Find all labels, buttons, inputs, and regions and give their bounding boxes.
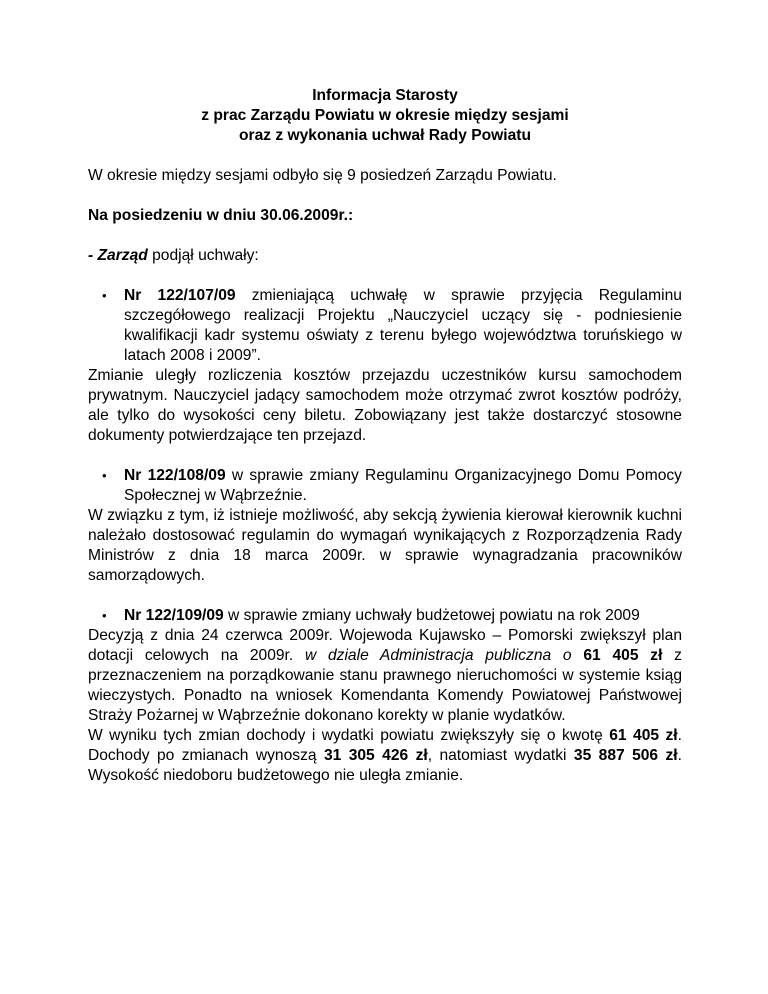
resolution-text-2: w sprawie zmiany Regulaminu Organizacyjnego Domu Pomocy Społecznej w Wąbrzeźnie. (124, 467, 682, 504)
bullet-icon: • (102, 288, 107, 303)
resolution-item-2 (88, 466, 682, 506)
title-line-1: Informacja Starosty (312, 87, 458, 104)
resolution-item-1 (88, 286, 682, 366)
resolution-desc-3a (88, 626, 682, 726)
bullet-icon: • (102, 468, 107, 483)
desc3-part3: W wyniku tych zmian dochody i wydatki powiatu zwiększyły się o kwotę (88, 727, 610, 744)
resolution-text-1: zmieniającą uchwałę w sprawie przyjęcia Regulaminu szczegółowego realizacji Projektu „Nauczyciel uczący się - podniesienie kwalifikacji kadr systemu oświaty z terenu byłego województwa toruńskiego w latach 2008 i 2009”. (124, 287, 682, 364)
amount-3: 31 305 426 zł (323, 747, 428, 764)
resolution-desc-1: Zmianie uległy rozliczenia kosztów przejazdu uczestników kursu samochodem prywatnym. Nauczyciel jadący samochodem może otrzymać zwrot kosztów podróży, ale tylko do wysokości ceny biletu. Zobowiązany jest także dostarczyć stosowne dokumenty potwierdzające ten przejazd. (88, 367, 682, 444)
intro-paragraph: W okresie między sesjami odbyło się 9 posiedzeń Zarządu Powiatu. (88, 167, 557, 184)
desc3-part5: , natomiast wydatki (427, 747, 574, 764)
bullet-icon: • (102, 608, 107, 623)
resolution-text-3: w sprawie zmiany uchwały budżetowej powiatu na rok 2009 (223, 607, 640, 624)
document-page (88, 86, 682, 786)
desc3-part1: Decyzją z dnia 24 czerwca 2009r. Wojewoda Kujawsko – Pomorski zwiększył plan dotacji celowych na 2009r. (88, 627, 682, 664)
amount-2: 61 405 zł (609, 727, 678, 744)
resolution-item-3 (88, 606, 682, 626)
desc3-part4: . Dochody po zmianach wynoszą (88, 727, 682, 764)
resolution-desc-3b (88, 726, 682, 786)
meeting-heading-text: Na posiedzeniu w dniu 30.06.2009r.: (88, 207, 354, 224)
desc3-part6: . Wysokość niedoboru budżetowego nie uległa zmianie. (88, 747, 682, 784)
zarzad-label: Zarząd (97, 247, 148, 264)
resolution-desc-2: W związku z tym, iż istnieje możliwość, aby sekcją żywienia kierował kierownik kuchni należało dostosować regulamin do wymagań wynikających z Rozporządzenia Rady Ministrów z dnia 18 marca 2009r. w sprawie wynagradzania pracowników samorządowych. (88, 507, 682, 584)
resolution-number-1: Nr 122/107/09 (124, 287, 236, 304)
amount-4: 35 887 506 zł (573, 747, 678, 764)
zarzad-line (88, 246, 682, 266)
title-line-2: z prac Zarządu Powiatu w okresie między sesjami (201, 107, 569, 124)
resolution-number-2: Nr 122/108/09 (124, 467, 226, 484)
title-line-3: oraz z wykonania uchwał Rady Powiatu (238, 127, 532, 144)
zarzad-rest: podjął uchwały: (147, 247, 259, 264)
desc3-part2: z przeznaczeniem na porządkowanie stanu prawnego nieruchomości w systemie ksiąg wieczystych. Ponadto na wniosek Komendanta Komendy Powiatowej Państwowej Straży Pożarnej w Wąbrzeźnie dokonano korekty w planie wydatków. (88, 647, 682, 724)
resolution-number-3: Nr 122/109/09 (124, 607, 224, 624)
zarzad-dash: - (88, 247, 98, 264)
amount-1: 61 405 zł (583, 647, 663, 664)
desc3-italic: w dziale Administracja publiczna o (304, 647, 584, 664)
meeting-heading (88, 206, 682, 226)
